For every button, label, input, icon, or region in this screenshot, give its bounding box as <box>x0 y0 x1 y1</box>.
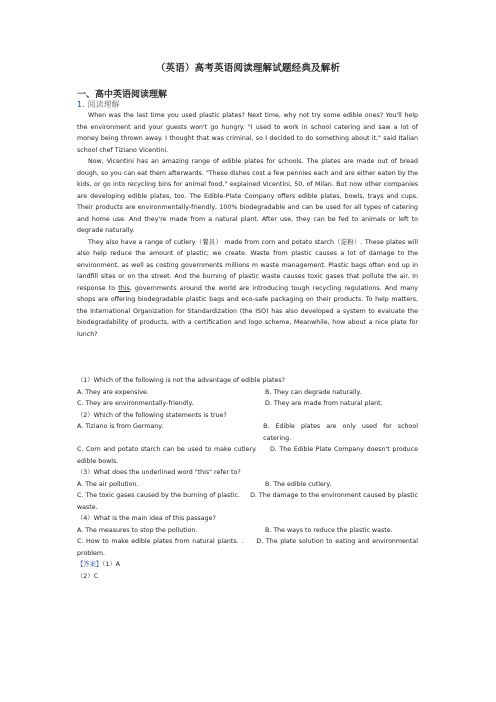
option: D. The damage to the environment caused by plastic waste. <box>77 492 418 511</box>
document-title: （英语）高考英语阅读理解试题经典及解析 <box>155 63 341 74</box>
question-stem: （2）Which of the following statements is true? <box>77 411 227 419</box>
passage-text: They also have a range of cutlery（餐具） made from corn and potato starch（淀粉）. These plates will also help reduce the amount of plastic; we create. Waste from plastic causes a lot of damage to the environment, as well as costing governments millions m waste management. Plastic bags often end up in landfill sites or on the street. And the burning of plastic waste causes toxic gases that pollute the air. In response to <box>77 238 418 292</box>
passage-paragraph-1: When was the last time you used plastic plates? Next time, why not try some edible ones? You'll help the environment and your guests won't go hungry. "I used to work in school catering and saw a lot of money being thrown away. I thought that was criminal, so I decided to do something about it," said Italian school chef Tiziano Vicentini. <box>77 112 418 154</box>
underlined-word: this <box>118 284 130 292</box>
option: D. The Edible Plate Company doesn't produce edible bowls. <box>77 446 419 465</box>
options-row <box>77 398 418 410</box>
question-header <box>77 99 120 110</box>
option: B. Edible plates are only used for school catering. <box>263 423 418 442</box>
option: C. Corn and potato starch can be used to make cutlery. <box>77 446 257 453</box>
option: D. They are made from natural plant. <box>265 400 383 407</box>
option: A. They are expensive. <box>77 388 149 396</box>
answer-2: （2）C <box>77 572 98 580</box>
question-stem: （1）Which of the following is not the advantage of edible plates? <box>77 377 285 384</box>
answer-1: （1）A <box>102 561 120 568</box>
options-row <box>77 421 418 444</box>
question-type: 阅读理解 <box>87 100 120 109</box>
option: C. They are environmentally-friendly. <box>77 400 194 407</box>
option: A. The air pollution. <box>77 480 139 488</box>
option: C. How to make edible plates from natural plants. . <box>77 538 244 545</box>
passage-paragraph-3 <box>77 237 418 341</box>
section-heading: 一、高中英语阅读理解 <box>77 90 168 100</box>
options-line <box>77 444 418 467</box>
option: A. The measures to stop the pollution. <box>77 526 198 534</box>
options-row <box>77 387 418 399</box>
questions <box>77 375 418 582</box>
options-row <box>77 525 418 537</box>
options-line <box>77 536 418 559</box>
question-number: 1. <box>77 100 85 109</box>
options-line <box>77 490 418 513</box>
passage-text: , governments around the world are introducing tough recycling regulations. And many shops are offering biodegradable plastic bags and eco-safe packaging on their products. To help matters, the International Organization for Standardization (the ISO) has also developed a system to evaluate the biodegradability of products, with a certification and logo scheme, Meanwhile, how about a nice plate for lunch? <box>77 284 418 338</box>
options-row <box>77 479 418 491</box>
question-stem: （3）What does the underlined word "this" refer to? <box>77 469 241 476</box>
answer-line <box>77 559 418 571</box>
option: D. The plate solution to eating and environmental problem. <box>77 538 418 557</box>
option: A. Tiziano is from Germany. <box>77 423 164 430</box>
passage-paragraph-2: Now, Vicentini has an amazing range of edible plates for schools. The plates are made out of bread dough, so you can eat them afterwards. "These dishes cost a few pennies each and are either eaten by the kids, or go into recycling bins for animal food," explained Vicentini, 50, of Milan. But now other companies are developing edible plates, too. The Edible-Plate Company offers edible plates, bowls, trays and cups. Their products are environmentally-friendly, 100% biodegradable and can be used for all types of catering and home use. And they're made from a natural plant. After use, they can be fed to animals or left to degrade naturally. <box>77 158 418 234</box>
passage <box>77 110 418 340</box>
option: C. The toxic gases caused by the burning of plastic. <box>77 492 240 499</box>
option: B. The ways to reduce the plastic waste. <box>265 526 393 534</box>
answer-label: 【答案】 <box>77 561 103 568</box>
option: B. They can degrade naturally. <box>265 388 362 396</box>
option: B. The edible cutlery. <box>265 480 332 488</box>
question-stem: （4）What is the main idea of this passage? <box>77 515 216 522</box>
